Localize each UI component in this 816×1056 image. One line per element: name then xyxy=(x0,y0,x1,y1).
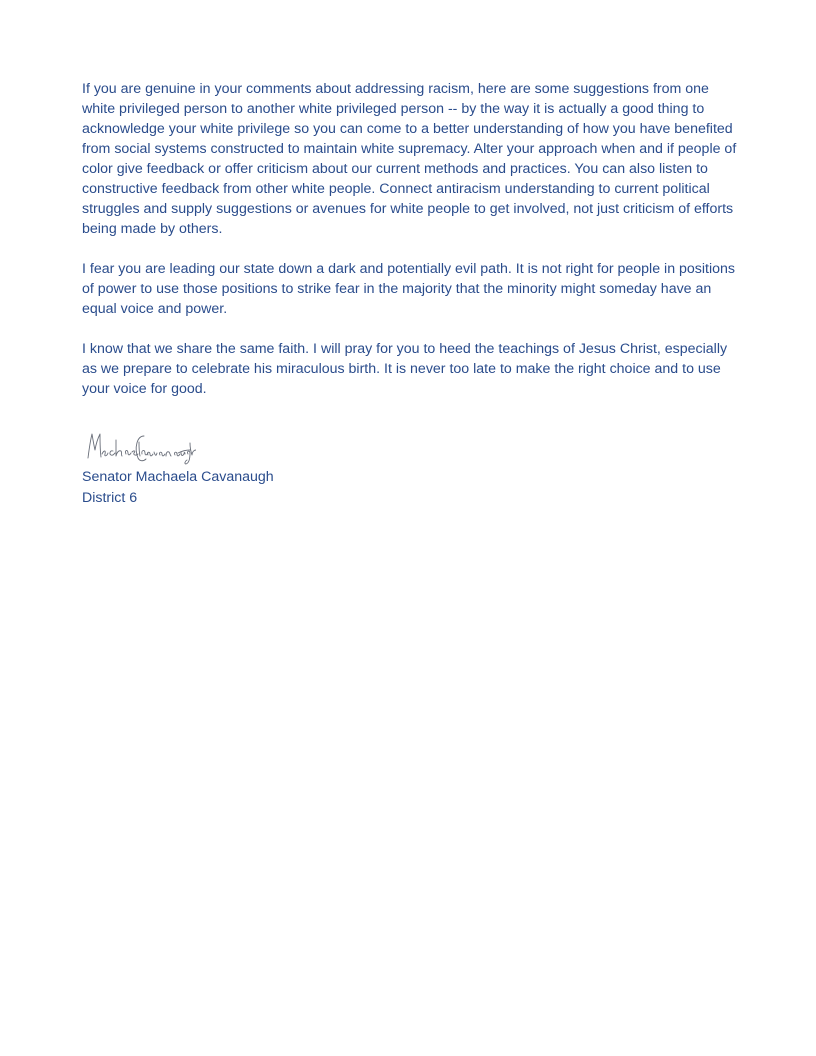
signature-block xyxy=(82,428,482,509)
signer-name: Senator Machaela Cavanaugh xyxy=(82,469,274,485)
handwritten-signature xyxy=(84,428,196,466)
letter-body xyxy=(82,79,742,419)
paragraph-shared-faith: I know that we share the same faith. I will pray for you to heed the teachings of Jesus Christ, especially as we prepare to celebrate his miraculous birth. It is never too late to make the right choice and to use your voice for good. xyxy=(82,341,728,397)
paragraph-dark-path: I fear you are leading our state down a dark and potentially evil path. It is not right for people in positions of power to use those positions to strike fear in the majority that the minority might someday have an equal voice and power. xyxy=(82,261,736,317)
paragraph-racism-suggestions: If you are genuine in your comments about addressing racism, here are some suggestions from one white privileged person to another white privileged person -- by the way it is actually a good thing to acknowledge your white privilege so you can come to a better understanding of how you have benefited from social systems constructed to maintain white supremacy. Alter your approach when and if people of color give feedback or offer criticism about our current methods and practices. You can also listen to constructive feedback from other white people. Connect antiracism understanding to current political struggles and supply suggestions or avenues for white people to get involved, not just criticism of efforts being made by others. xyxy=(82,81,737,237)
signer-district: District 6 xyxy=(82,490,138,506)
